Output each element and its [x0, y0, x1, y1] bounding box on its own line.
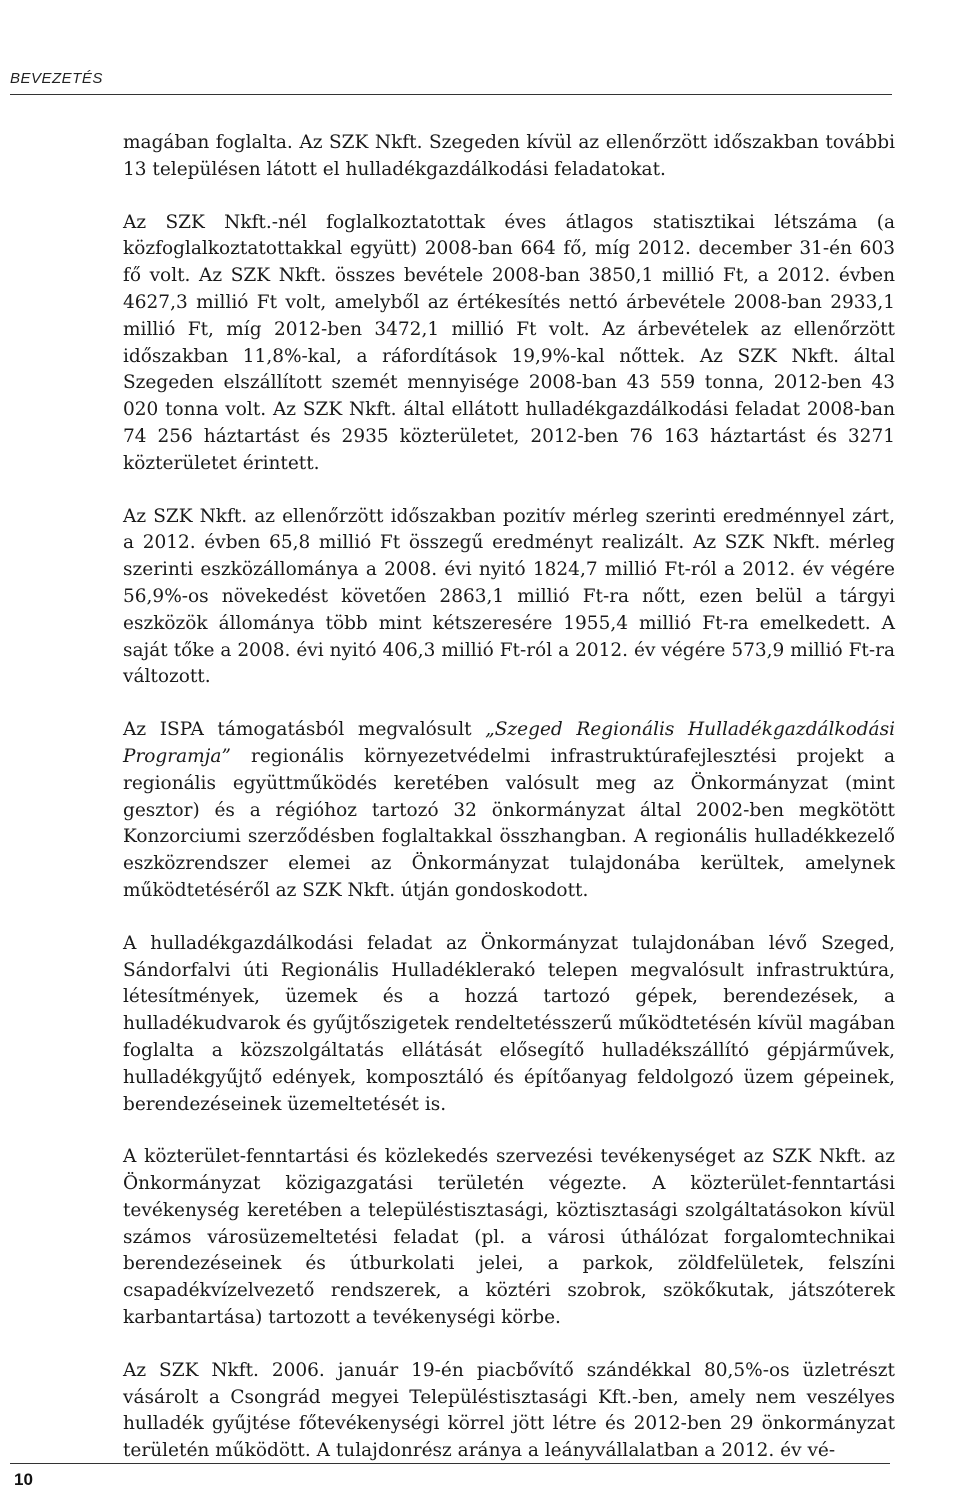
paragraph-2: Az SZK Nkft.-nél foglalkoztatottak éves átlagos statisztikai létszáma (a közfoglalkoztatottakkal együtt) 2008-ban 664 fő, míg 2012. december 31-én 603 fő volt. Az SZK Nkft. összes bevétele 2008-ban 3850,1 millió Ft, a 2012. évben 4627,3 millió Ft volt, amelyből az értékesítés nettó árbevétele 2008-ban 2933,1 millió Ft, míg 2012-ben 3472,1 millió Ft volt. Az árbevételek az ellenőrzött időszakban 11,8%-kal, a ráfordítások 19,9%-kal nőttek. Az SZK Nkft. által Szegeden elszállított szemét mennyisége 2008-ban 43 559 tonna, 2012-ben 43 020 tonna volt. Az SZK Nkft. által ellátott hulladékgazdálkodási feladat 2008-ban 74 256 háztartást és 2935 közterületet, 2012-ben 76 163 háztartást és 3271 közterületet érintett.: [123, 211, 895, 474]
paragraph-3: Az SZK Nkft. az ellenőrzött időszakban pozitív mérleg szerinti eredménnyel zárt, a 2012. évben 65,8 millió Ft összegű eredményt realizált. Az SZK Nkft. mérleg szerinti eszközállománya a 2008. évi nyitó 1824,7 millió Ft-ról a 2012. év végére 56,9%-os növekedést követően 2863,1 millió Ft-ra nőtt, ezen belül a tárgyi eszközök állománya több mint kétszeresére 1955,4 millió Ft-ra emelkedett. A saját tőke a 2008. évi nyitó 406,3 millió Ft-ról a 2012. év végére 573,9 millió Ft-ra változott.: [123, 505, 895, 688]
paragraph-7: Az SZK Nkft. 2006. január 19-én piacbővítő szándékkal 80,5%-os üzletrészt vásárolt a Csongrád megyei Településtisztasági Kft.-ben, amely nem veszélyes hulladék gyűjtése főtevékenységi körrel jött létre és 2012-ben 29 önkormányzat területén működött. A tulajdonrész aránya a leányvállalatban a 2012. év vé-: [123, 1359, 895, 1462]
paragraph-4: [123, 717, 895, 905]
paragraph-5: A hulladékgazdálkodási feladat az Önkormányzat tulajdonában lévő Szeged, Sándorfalvi úti Regionális Hulladéklerakó telepen megvalósult infrastruktúra, létesítmények, üzemek és a hozzá tartozó gépek, berendezések, a hulladékudvarok és gyűjtőszigetek rendeltetésszerű működtetésén kívül magában foglalta a közszolgáltatás ellátását elősegítő hulladékszállító gépjárművek, hulladékgyűjtő edények, komposztáló és építőanyag feldolgozó üzem gépeinek, berendezéseinek üzemeltetését is.: [123, 932, 895, 1115]
section-header-label: BEVEZETÉS: [10, 70, 103, 87]
paragraph-6: A közterület-fenntartási és közlekedés szervezési tevékenységet az SZK Nkft. az Önkormányzat közigazgatási területén végezte. A közterület-fenntartási tevékenység keretében a településtisztasági, köztisztasági szolgáltatásokon kívül számos városüzemeltetési feladat (pl. a városi úthálózat forgalomtechnikai berendezéseinek és útburkolati jelei, a parkok, zöldfelületek, felszíni csapadékvízelvezető rendszerek, a köztéri szobrok, szökőkutak, játszóterek karbantartása) tartozott a tevékenységi körbe.: [123, 1146, 895, 1329]
paragraph-1: magában foglalta. Az SZK Nkft. Szegeden kívül az ellenőrzött időszakban további 13 településen látott el hulladékgazdálkodási feladatokat.: [123, 132, 895, 180]
program-title-italic: „Szeged Regionális Hulladékgazdálkodási Programja”: [123, 719, 895, 767]
header-divider: [10, 94, 892, 95]
page-body: [123, 130, 895, 1491]
paragraph-4-before: Az ISPA támogatásból megvalósult: [123, 719, 486, 741]
page-number: 10: [14, 1470, 33, 1489]
paragraph-4-after: regionális környezetvédelmi infrastruktúrafejlesztési projekt a regionális együttműködés keretében valósult meg az Önkormányzat (mint gesztor) és a régióhoz tartozó 32 önkormányzat által 2002-ben megkötött Konzorciumi szerződésben foglaltakkal összhangban. A regionális hulladékkezelő eszközrendszer elemei az Önkormányzat tulajdonába kerültek, amelynek működtetéséről az SZK Nkft. útján gondoskodott.: [123, 745, 895, 901]
footer-divider: [10, 1463, 890, 1464]
